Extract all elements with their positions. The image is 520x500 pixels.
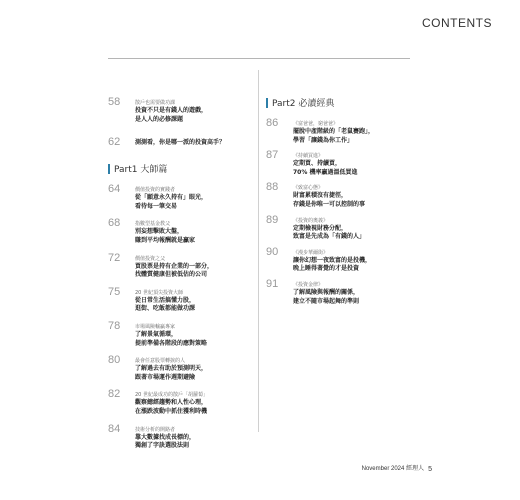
entry-category: 《投資金律》: [293, 281, 324, 288]
footer-page-number: 5: [428, 466, 432, 473]
entry-title-line: 提前準備各階段的應對策略: [135, 339, 208, 347]
left-column: [108, 96, 253, 451]
page-title: CONTENTS: [422, 16, 492, 30]
toc-entry[interactable]: [108, 388, 253, 416]
entry-title-line: 測測看，你是哪一派的投資高手？: [135, 139, 226, 147]
page-number: 72: [108, 251, 121, 264]
toc-entry[interactable]: [108, 320, 253, 348]
entry-title-line: 定期買、持續買，: [293, 160, 342, 168]
entry-title-line: 觀察總經趨勢和人性心理，: [135, 399, 208, 407]
section-marker: [266, 98, 268, 108]
entry-title-line: 靠大數據找成長標的，: [135, 433, 196, 441]
toc-entry[interactable]: [108, 354, 253, 382]
entry-title-line: 獨創了字訣選股法則: [135, 442, 190, 450]
entry-title-line: 70% 機率贏過溫低買進: [293, 168, 358, 176]
entry-category: 技術分析的開路者: [135, 426, 176, 433]
toc-entry[interactable]: [108, 96, 253, 124]
entry-title-line: 建立不隨市場起舞的準則: [293, 297, 360, 305]
entry-title-line: 致富是先成為「有錢的人」: [293, 233, 366, 241]
entry-title-line: 別妄想擊敗大盤，: [135, 228, 184, 236]
entry-category: 價值投資之父: [135, 255, 166, 262]
page-number: 58: [108, 96, 121, 108]
footer-issue: November 2024 經理人: [361, 466, 424, 472]
entry-title-line: 賺到平均報酬就是贏家: [135, 236, 196, 244]
entry-category: 《投資的奧義》: [293, 217, 329, 224]
toc-entry[interactable]: [266, 181, 416, 209]
toc-entry[interactable]: [266, 149, 416, 177]
entry-category: 《致富心態》: [293, 185, 324, 192]
toc-entry[interactable]: [266, 214, 416, 242]
right-column: [266, 96, 416, 306]
page-number: 82: [108, 388, 121, 401]
entry-category: 散戶也需要做功課: [135, 100, 176, 106]
entry-title-line: 看待每一筆交易: [135, 202, 178, 210]
entry-title-line: 找體質健康但被低估的公司: [135, 271, 208, 279]
entry-title-line: 在漲跌波動中抓住獲利時機: [135, 407, 208, 415]
column-divider: [258, 70, 259, 432]
entry-category: 市場風險輸贏專家: [135, 323, 176, 330]
toc-entry[interactable]: [108, 423, 253, 451]
entry-title-line: 從日常生活搞懂力股，: [135, 296, 196, 304]
page-number: 64: [108, 183, 121, 196]
toc-entry[interactable]: [108, 252, 253, 280]
entry-title-line: 逛街、吃飯都能做功課: [135, 305, 196, 313]
header-divider: [108, 58, 410, 59]
section-title: Part2 必讀經典: [272, 99, 335, 109]
entry-title-line: 學習「讓錢為你工作」: [293, 136, 354, 144]
entry-title-line: 跟著市場運作週期避險: [135, 373, 196, 381]
section-marker: [108, 164, 110, 174]
toc-entry[interactable]: [266, 278, 416, 306]
entry-title-line: 定期檢視財務分配，: [293, 224, 348, 232]
entry-category: 《持續買進》: [293, 153, 324, 160]
entry-title-line: 了解風險與報酬的關係，: [293, 288, 360, 296]
page-number: 91: [266, 277, 279, 290]
entry-title-line: 是人人的必修課題: [135, 115, 184, 123]
section-title: Part1 大師篇: [114, 165, 168, 176]
toc-entry[interactable]: [266, 246, 416, 274]
entry-title-line: 從「願意永久持有」眼光，: [135, 194, 208, 202]
toc-entry[interactable]: [108, 217, 253, 245]
entry-title-line: 讓你幻想一夜致富的是投機，: [293, 256, 372, 264]
toc-entry[interactable]: [108, 183, 253, 211]
page-number: 84: [108, 422, 121, 435]
section-heading: [108, 162, 253, 175]
page-number: 88: [266, 181, 279, 194]
page-number: 89: [266, 213, 279, 226]
entry-title-line: 財富累積沒有捷徑，: [293, 192, 348, 200]
toc-entry[interactable]: [266, 117, 416, 145]
entry-title-line: 了解景氣循環，: [135, 330, 178, 338]
page-number: 90: [266, 245, 279, 258]
page-number: 78: [108, 319, 121, 332]
entry-category: 《漫步華爾街》: [293, 249, 329, 256]
entry-title-line: 了解過去有助於預測明天，: [135, 365, 208, 373]
entry-category: 最會任意股票轉捩的人: [135, 358, 186, 365]
entry-category: 20 世紀頂尖投資大師: [135, 289, 183, 296]
page-number: 75: [108, 285, 121, 298]
toc-entry[interactable]: [108, 286, 253, 314]
entry-title-line: 買股票是持有企業的一部分，: [135, 262, 214, 270]
entry-category: 價值投資的實踐者: [135, 187, 176, 194]
entry-category: 指數型基金教父: [135, 221, 171, 228]
page-number: 62: [108, 136, 121, 149]
page-number: 80: [108, 354, 121, 367]
page-number: 86: [266, 117, 279, 129]
entry-title-line: 晚上睡得著覺的才是投資: [293, 265, 360, 273]
page-number: 87: [266, 149, 279, 162]
entry-category: 《富爸爸，窮爸爸》: [293, 121, 339, 127]
page-number: 68: [108, 217, 121, 230]
toc-entry[interactable]: [108, 136, 253, 148]
section-heading: [266, 96, 416, 109]
entry-title-line: 投資不只是有錢人的遊戲，: [135, 107, 208, 114]
entry-category: 20 世紀最成功的散戶「胡蘿蔔」: [135, 392, 208, 399]
entry-title-line: 擺脫中產階級的「老鼠賽跑」，: [293, 128, 375, 135]
entry-title-line: 存錢是你唯一可以控制的事: [293, 200, 366, 208]
